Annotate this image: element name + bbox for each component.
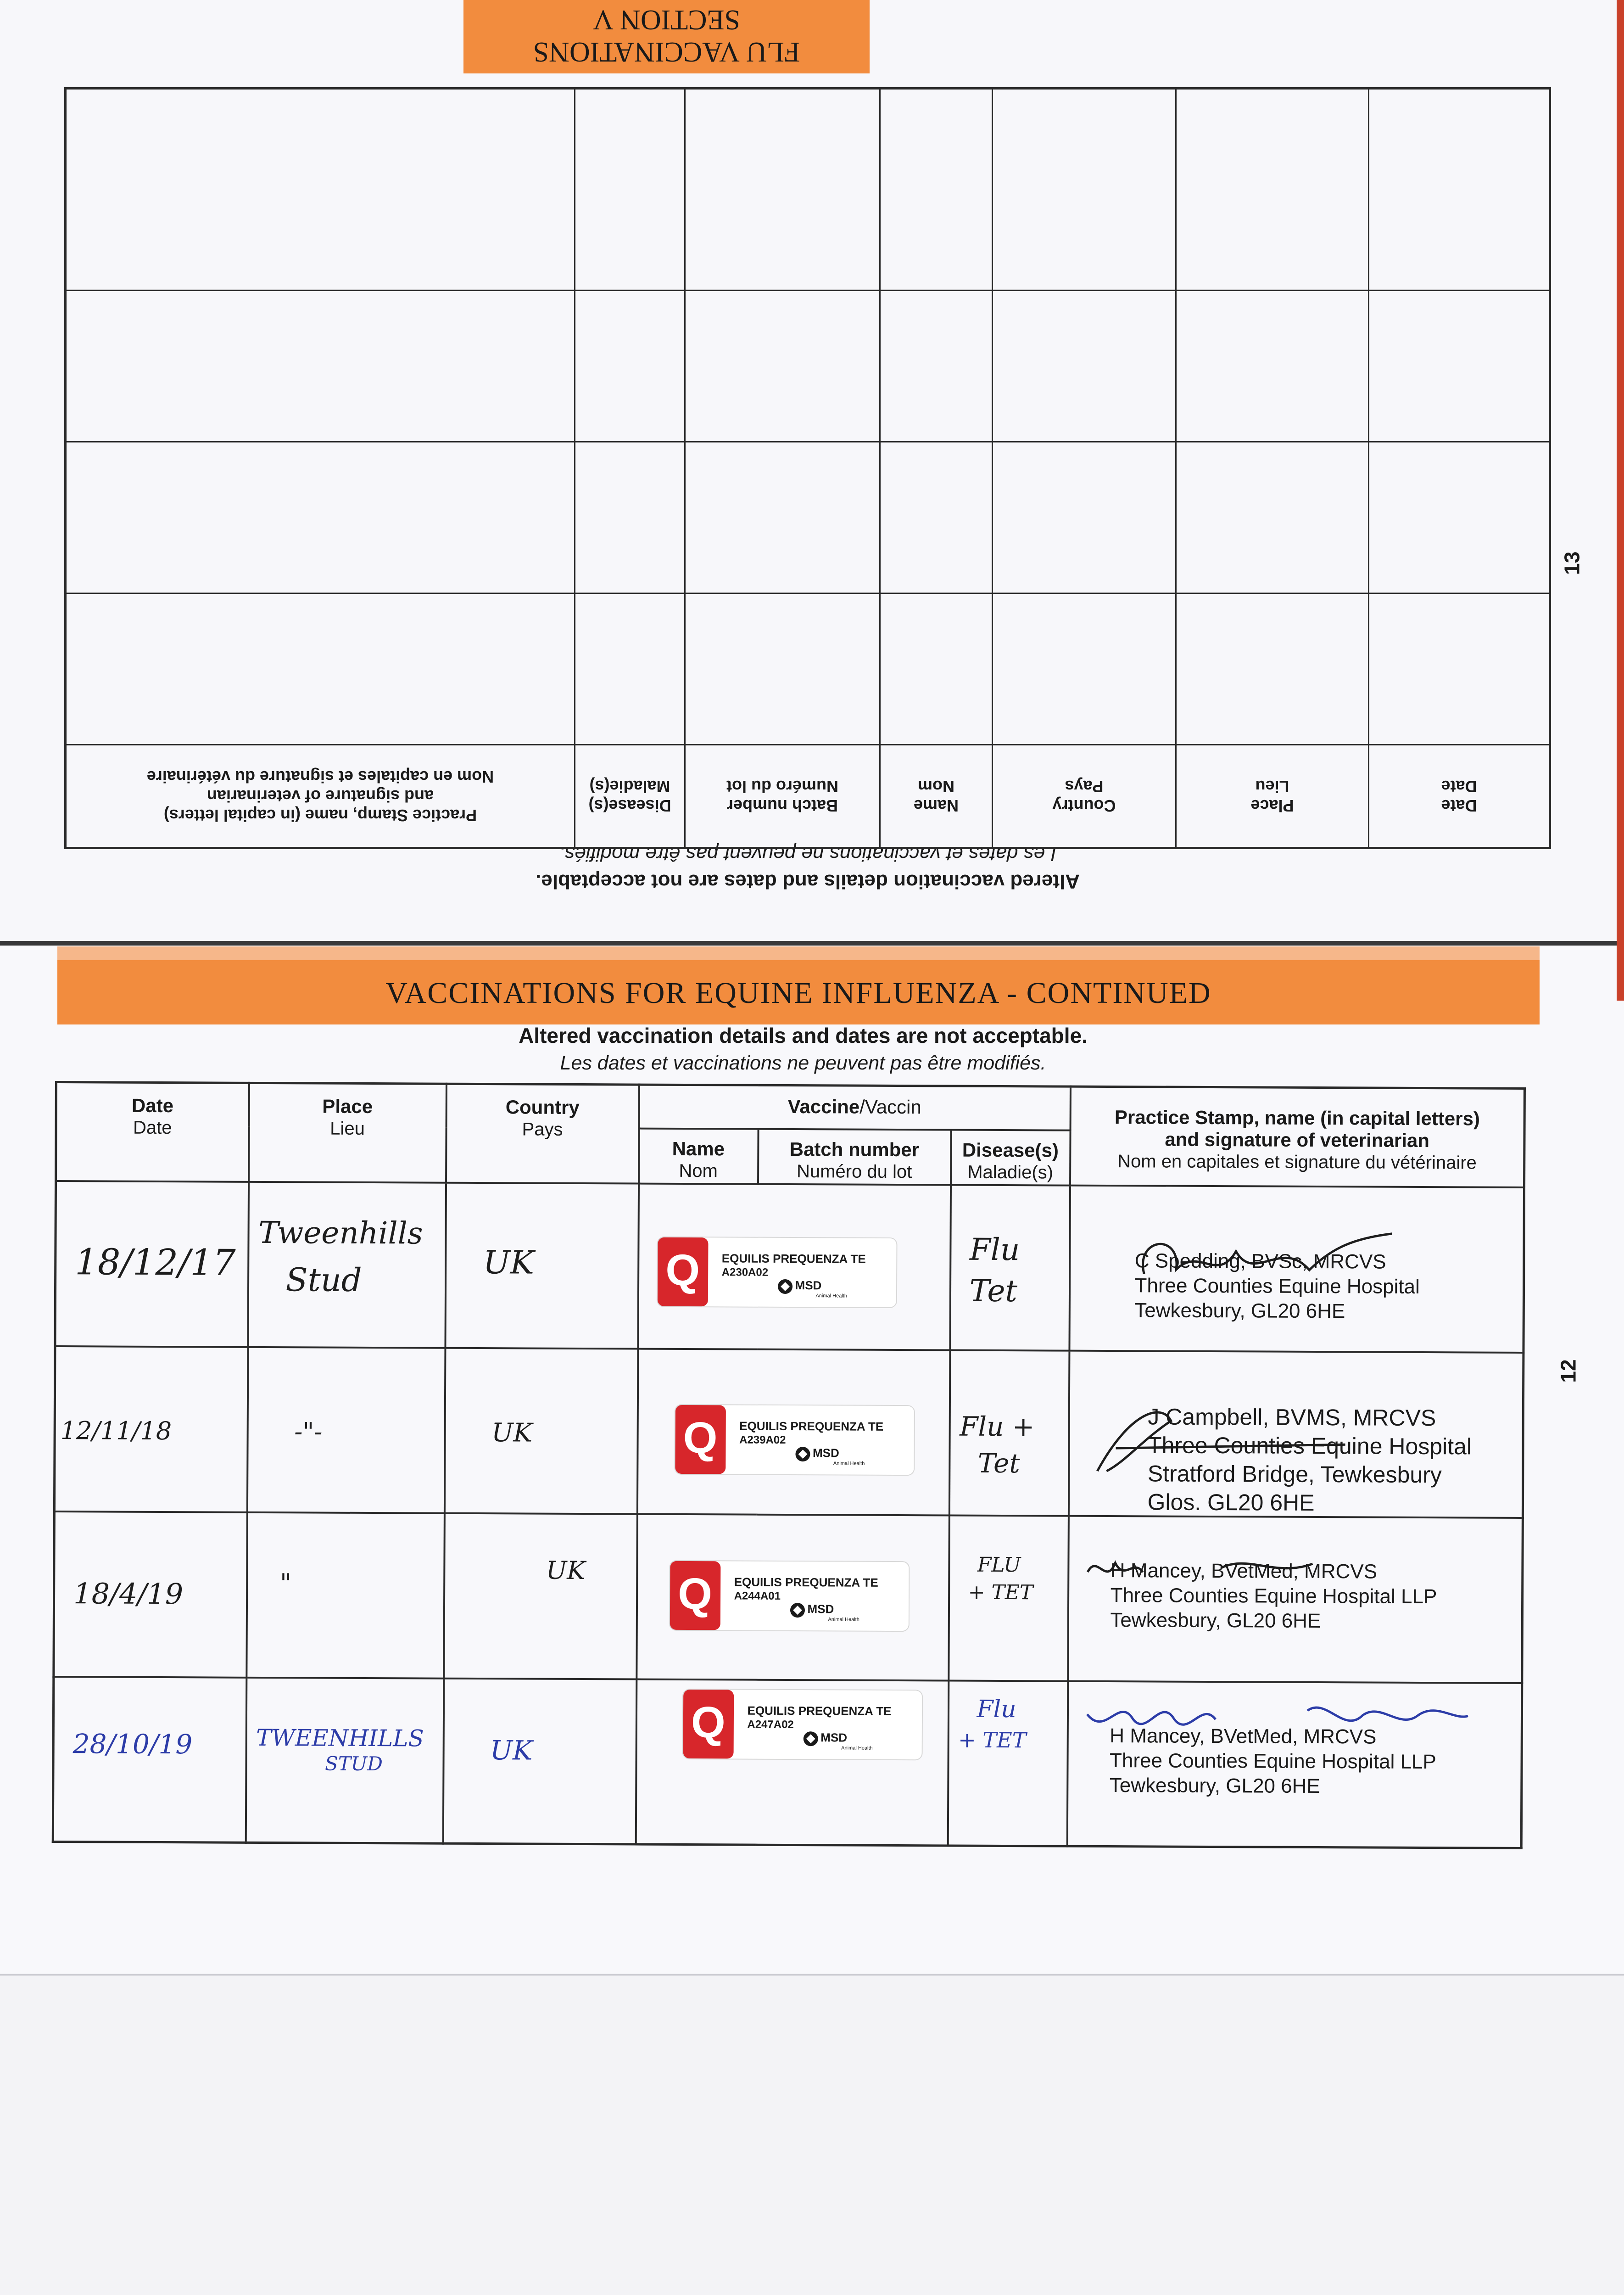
vaccination-table: [52, 1081, 1526, 1849]
sticker-vaccine-name: EQUILIS PREQUENZA TE: [747, 1703, 892, 1718]
logo-letter: Q: [678, 1569, 713, 1618]
stamp-vet-name: C Spedding, BVSc, MRCVS: [1134, 1249, 1386, 1273]
header-date-fr: Date: [133, 1117, 172, 1138]
upper-header-disease: [575, 745, 685, 848]
cover-edge: [1617, 0, 1624, 1001]
prequenza-logo-icon: [657, 1237, 708, 1306]
header-name-en: Name: [672, 1137, 725, 1159]
stamp-vet-name: H Mancey, BVetMed, MRCVS: [1110, 1559, 1378, 1583]
header-place: [249, 1083, 446, 1182]
header-disease-fr: Maladie(s): [967, 1162, 1054, 1182]
row-country: UK: [546, 1556, 586, 1585]
header-name-fr: Nom: [679, 1160, 718, 1181]
row-place: Tweenhills: [258, 1215, 423, 1251]
table-row: [53, 1676, 1522, 1848]
stamp-address: Stratford Bridge, Tewkesbury: [1147, 1460, 1442, 1488]
upper-section-number: SECTION V: [593, 4, 740, 35]
cell-disease: [948, 1680, 1068, 1846]
notice-english: Altered vaccination details and dates are not acceptable.: [519, 1024, 1088, 1047]
sticker-brand: MSD: [820, 1730, 848, 1745]
row-disease: Flu: [969, 1231, 1020, 1267]
upper-header-date: [1369, 745, 1550, 848]
stamp-practice: Three Counties Equine Hospital: [1134, 1274, 1420, 1298]
upper-header-stamp-en: Practice Stamp, name (in capital letters): [163, 806, 477, 825]
sticker-batch-number: A247A02: [747, 1718, 794, 1731]
upper-header-stamp-fr: Nom en capitales et signature du vétérinaire: [146, 767, 494, 787]
cell-disease: [949, 1350, 1069, 1516]
upper-header-date-en: Date: [1441, 796, 1477, 816]
header-date-en: Date: [131, 1094, 174, 1117]
header-country: [446, 1084, 639, 1183]
cell-place: [246, 1512, 445, 1678]
logo-letter: Q: [665, 1245, 700, 1295]
sticker-brand-sub: Animal Health: [828, 1616, 859, 1623]
header-batch-en: Batch number: [789, 1138, 920, 1160]
row-place-line2: Stud: [285, 1260, 362, 1299]
sticker-vaccine-name: EQUILIS PREQUENZA TE: [734, 1574, 878, 1590]
logo-letter: Q: [683, 1413, 718, 1462]
cell-practice-stamp: [1068, 1516, 1523, 1683]
upper-header-country: [993, 745, 1176, 848]
upper-table-row: [66, 593, 1550, 745]
header-practice-stamp: [1070, 1086, 1525, 1187]
header-country-fr: Pays: [522, 1119, 563, 1140]
row-date: 12/11/18: [60, 1416, 172, 1445]
practice-stamp: [1110, 1558, 1437, 1634]
table-row: [54, 1346, 1524, 1518]
header-vaccine-en: Vaccine: [787, 1095, 860, 1118]
cell-vaccine-sticker: [637, 1349, 950, 1515]
stamp-address: Tewkesbury, GL20 6HE: [1109, 1774, 1320, 1797]
page-number-13: 13: [1560, 551, 1584, 575]
header-date: [56, 1082, 249, 1182]
upper-header-date-fr: Date: [1441, 777, 1477, 796]
cell-date: [54, 1511, 247, 1678]
sticker-brand: MSD: [807, 1601, 834, 1616]
header-country-en: Country: [505, 1096, 580, 1118]
cell-practice-stamp: [1067, 1681, 1522, 1848]
row-place: -"-: [294, 1416, 323, 1446]
header-stamp-en-2: and signature of veterinarian: [1165, 1128, 1430, 1152]
upper-header-place-en: Place: [1250, 796, 1294, 816]
header-disease: [951, 1130, 1071, 1185]
header-batch-fr: Numéro du lot: [796, 1161, 912, 1182]
upper-header-disease-fr: Maladie(s): [589, 777, 670, 796]
upper-section-label: [463, 0, 870, 73]
header-vaccine-fr: /Vaccin: [859, 1096, 921, 1118]
section-banner: [57, 960, 1540, 1024]
row-place-line2: STUD: [324, 1752, 383, 1775]
header-batch-number: [758, 1129, 951, 1185]
upper-table-row: [66, 291, 1550, 442]
sticker-brand-sub: Animal Health: [815, 1293, 847, 1299]
practice-stamp: [1110, 1724, 1436, 1799]
stamp-practice: Three Counties Equine Hospital LLP: [1109, 1749, 1436, 1773]
section-title: VACCINATIONS FOR EQUINE INFLUENZA - CONTINUED: [385, 976, 1211, 1010]
prequenza-logo-icon: [675, 1405, 726, 1473]
sticker-brand-sub: Animal Health: [833, 1460, 865, 1467]
header-vaccine-name: [639, 1128, 759, 1184]
msd-logo-icon: [803, 1731, 818, 1746]
header-stamp-en: Practice Stamp, name (in capital letters): [1114, 1106, 1480, 1130]
sticker-brand: MSD: [795, 1278, 822, 1292]
table-header-row: [56, 1082, 1524, 1132]
row-disease-line2: + TET: [958, 1727, 1027, 1752]
upper-vaccination-table: [64, 87, 1551, 849]
upper-notice-fr: Les dates et vaccinations ne peuvent pas être modifiés.: [559, 843, 1056, 865]
cell-country: [444, 1513, 637, 1679]
cell-disease: [949, 1515, 1069, 1681]
upper-header-stamp: [66, 745, 575, 848]
upper-page-flipped: [64, 0, 1551, 936]
row-disease-line2: + TET: [968, 1580, 1033, 1604]
cell-date: [53, 1676, 246, 1842]
row-date: 18/12/17: [75, 1241, 236, 1284]
sticker-vaccine-name: EQUILIS PREQUENZA TE: [739, 1419, 884, 1433]
cell-date: [54, 1346, 248, 1512]
sticker-batch-number: A244A01: [734, 1589, 781, 1602]
upper-header-batch-fr: Numéro du lot: [726, 777, 838, 796]
cell-place: [246, 1677, 444, 1843]
row-disease-line2: Tet: [977, 1447, 1020, 1479]
alteration-notice: [459, 1021, 1147, 1076]
cell-date: [55, 1181, 249, 1347]
stamp-postcode: Glos. GL20 6HE: [1147, 1489, 1315, 1516]
upper-header-place: [1176, 745, 1369, 848]
logo-letter: Q: [691, 1697, 725, 1747]
cell-vaccine-sticker: [638, 1183, 951, 1350]
page-number-12: 12: [1556, 1359, 1580, 1383]
table-row: [55, 1181, 1524, 1353]
msd-logo-icon: [795, 1447, 810, 1461]
upper-header-batch: [685, 745, 880, 848]
header-stamp-fr: Nom en capitales et signature du vétérinaire: [1117, 1151, 1477, 1173]
table-row: [54, 1511, 1523, 1683]
header-place-fr: Lieu: [330, 1118, 365, 1139]
row-disease: FLU: [977, 1553, 1021, 1577]
vaccine-batch-sticker: [657, 1237, 896, 1307]
cell-vaccine-sticker: [636, 1679, 949, 1846]
upper-header-name-en: Name: [913, 796, 959, 816]
stamp-vet-name: H Mancey, BVetMed, MRCVS: [1110, 1724, 1377, 1748]
sticker-vaccine-name: EQUILIS PREQUENZA TE: [721, 1251, 866, 1266]
row-date: 28/10/19: [73, 1728, 193, 1760]
stamp-vet-name: J Campbell, BVMS, MRCVS: [1148, 1403, 1436, 1431]
row-country: UK: [483, 1243, 535, 1282]
cell-country: [445, 1182, 639, 1349]
prequenza-logo-icon: [670, 1561, 720, 1629]
row-place: TWEENHILLS: [256, 1724, 424, 1752]
upper-header-batch-en: Batch number: [726, 796, 838, 816]
row-country: UK: [491, 1417, 533, 1448]
prequenza-logo-icon: [683, 1689, 734, 1758]
upper-header-name-fr: Nom: [918, 777, 954, 796]
upper-section-title: FLU VACCINATIONS: [533, 36, 800, 67]
cell-disease: [950, 1185, 1070, 1350]
scan-background: [0, 1974, 1624, 2295]
row-country: UK: [490, 1734, 533, 1766]
cell-practice-stamp: [1069, 1185, 1524, 1352]
upper-notice-en: Altered vaccination details and dates are not acceptable.: [536, 870, 1080, 893]
header-vaccine: [639, 1085, 1070, 1130]
header-disease-en: Disease(s): [962, 1139, 1059, 1161]
upper-table-row: [66, 442, 1550, 593]
upper-table-header: [66, 745, 1550, 848]
vaccine-batch-sticker: [675, 1405, 914, 1474]
sticker-brand: MSD: [812, 1445, 839, 1460]
stamp-practice: Three Counties Equine Hospital LLP: [1110, 1584, 1437, 1608]
upper-header-stamp-en-2: and signature of veterinarian: [206, 787, 434, 806]
upper-table-row: [66, 89, 1550, 291]
practice-stamp: [1134, 1248, 1420, 1324]
msd-logo-icon: [790, 1602, 804, 1617]
stamp-address: Tewkesbury, GL20 6HE: [1110, 1608, 1321, 1632]
upper-header-country-en: Country: [1052, 796, 1116, 816]
stamp-address: Tewkesbury, GL20 6HE: [1134, 1299, 1345, 1322]
row-disease-line2: Tet: [969, 1273, 1018, 1309]
row-place: ": [279, 1568, 292, 1598]
sticker-batch-number: A239A02: [739, 1433, 786, 1446]
msd-logo-icon: [777, 1279, 792, 1293]
row-date: 18/4/19: [73, 1576, 184, 1611]
sticker-batch-number: A230A02: [721, 1265, 769, 1279]
upper-header-name: [880, 745, 993, 848]
vaccine-batch-sticker: [683, 1689, 922, 1759]
practice-stamp: [1147, 1402, 1472, 1517]
cell-country: [444, 1348, 638, 1514]
cell-place: [248, 1181, 446, 1348]
cell-practice-stamp: [1068, 1350, 1524, 1517]
row-disease: Flu: [977, 1695, 1016, 1723]
header-place-en: Place: [322, 1095, 373, 1118]
vaccine-batch-sticker: [670, 1561, 909, 1630]
cell-vaccine-sticker: [636, 1514, 949, 1680]
row-disease: Flu +: [960, 1411, 1035, 1442]
stamp-practice: Three Counties Equine Hospital: [1147, 1432, 1472, 1459]
notice-french: Les dates et vaccinations ne peuvent pas être modifiés.: [560, 1052, 1046, 1074]
upper-header-disease-en: Disease(s): [588, 796, 671, 816]
upper-header-place-fr: Lieu: [1255, 777, 1289, 796]
sticker-brand-sub: Animal Health: [841, 1745, 873, 1751]
cell-place: [247, 1347, 445, 1513]
upper-header-country-fr: Pays: [1065, 777, 1104, 796]
cell-country: [443, 1678, 636, 1844]
